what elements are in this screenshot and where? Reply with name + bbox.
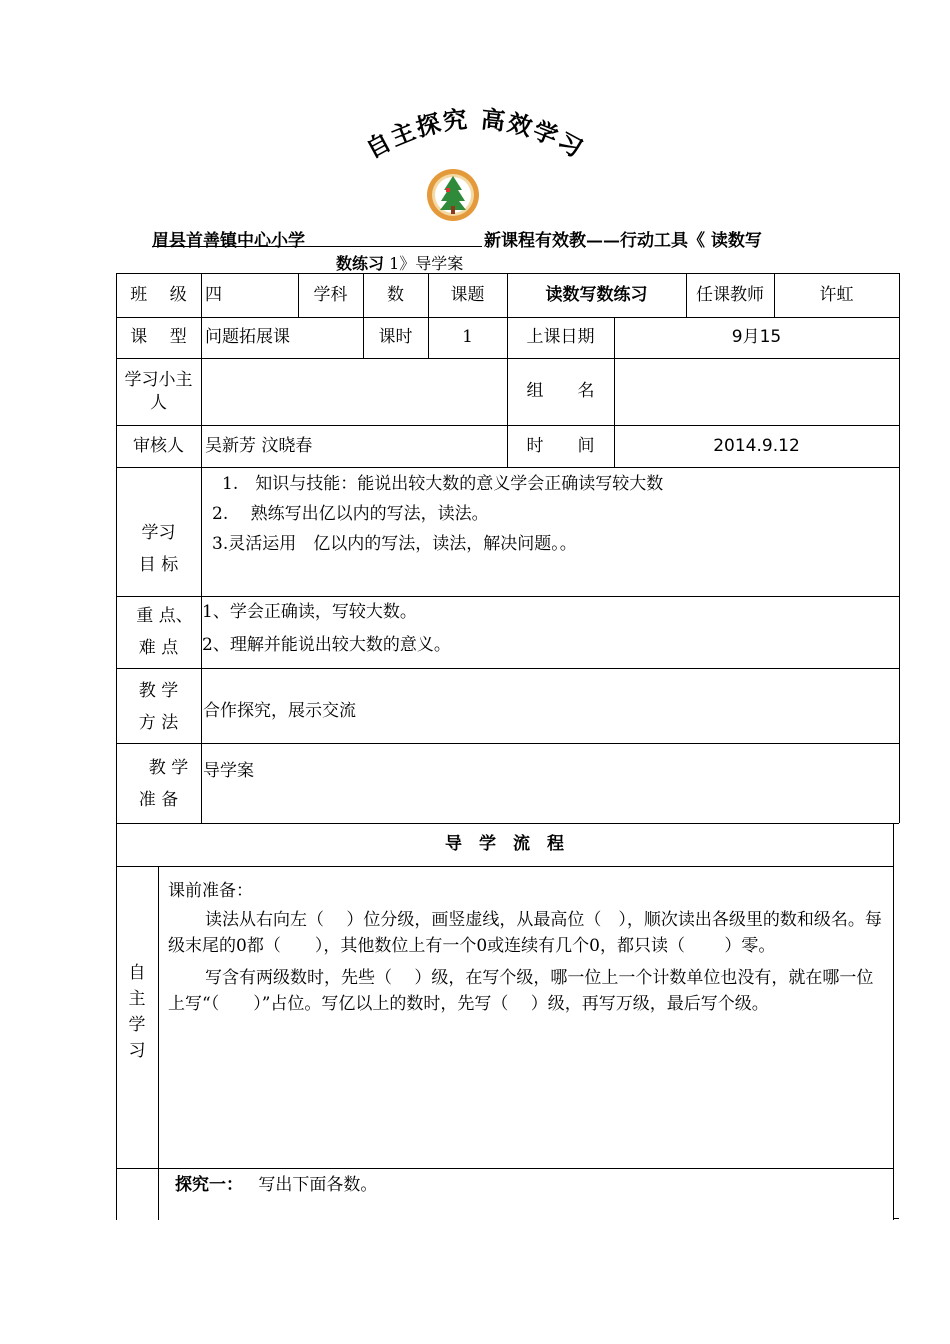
topic-label: 课题 <box>450 284 485 305</box>
keypoint-item-2: 2、理解并能说出较大数的意义。 <box>202 635 451 655</box>
self-study-char-2: 主 <box>128 989 146 1009</box>
date-label: 上课日期 <box>526 327 595 348</box>
self-study-char-4: 习 <box>128 1041 146 1061</box>
tree-seal-logo <box>426 168 480 222</box>
self-study-label <box>116 960 158 1064</box>
group-value[interactable] <box>614 358 899 425</box>
prep-label-line2: 准 备 <box>138 790 179 810</box>
prep-value: 导学案 <box>203 761 254 781</box>
banner-arc-text: 自主探究 高效学习 <box>361 105 589 164</box>
method-value: 合作探究，展示交流 <box>203 701 356 721</box>
keypoint-item-1: 1、学会正确读，写较大数。 <box>202 602 417 622</box>
keypoints-label <box>116 600 201 664</box>
course-title-bold: 数练习 <box>336 254 385 273</box>
course-title-rest: 1》导学案 <box>384 254 464 273</box>
hours-value: 1 <box>462 327 473 348</box>
course-title-line2 <box>336 251 463 274</box>
preclass-para-2: 写含有两级数时，先些（ ）级，在写个级，哪一位上一个计数单位也没有，就在哪一位上写“（ ）”占位。写亿以上的数时，先写（ ）级，再写万级，最后写个级。 <box>168 968 874 1014</box>
school-underline <box>152 246 482 247</box>
preclass-title: 课前准备： <box>168 881 253 901</box>
goal-item-2: 2. 熟练写出亿以内的写法，读法。 <box>212 504 489 524</box>
keypoints-label-line2: 难 点 <box>138 638 179 658</box>
svg-text:自主探究 高效学习 <box>361 105 589 164</box>
prep-label <box>116 752 201 816</box>
class-label: 班 级 <box>130 284 187 305</box>
method-label-line2: 方 法 <box>138 713 179 733</box>
group-label: 组 名 <box>526 381 595 402</box>
explore-text: 写出下面各数。 <box>258 1175 378 1195</box>
flow-title: 导 学 流 程 <box>445 834 564 855</box>
teacher-value: 许虹 <box>819 284 854 305</box>
subject-value: 数 <box>387 284 404 305</box>
goals-label-line1: 学习 <box>141 523 176 543</box>
school-name: 眉县首善镇中心小学 <box>152 231 305 251</box>
explore-one <box>175 1170 377 1195</box>
goal-item-3: 3.灵活运用 亿以内的写法，读法，解决问题。。 <box>212 534 577 554</box>
preclass-para-1: 读法从右向左（ ）位分级，画竖虚线，从最高位（ ），顺次读出各级里的数和级名。每级末尾的0都（ ），其他数位上有一个0或连续有几个0，都只读（ ）零。 <box>168 910 882 956</box>
reviewer-label: 审核人 <box>133 435 184 456</box>
self-study-char-1: 自 <box>128 963 146 983</box>
hours-label: 课时 <box>378 327 413 348</box>
self-study-char-3: 学 <box>128 1015 146 1035</box>
class-value: 四 <box>205 284 222 305</box>
time-label: 时 间 <box>526 435 595 456</box>
goals-label <box>116 517 201 581</box>
topic-value: 读数写数练习 <box>545 284 648 305</box>
time-value: 2014.9.12 <box>713 435 800 456</box>
leader-value[interactable] <box>201 358 507 425</box>
course-title-line1: 新课程有效教——行动工具《 读数写 <box>484 231 762 251</box>
explore-label: 探究一： <box>175 1175 243 1195</box>
type-label: 课 型 <box>130 327 187 348</box>
goal-item-1: 1. 知识与技能：能说出较大数的意义学会正确读写较大数 <box>222 474 664 494</box>
keypoints-label-line1: 重 点、 <box>136 606 193 626</box>
method-label <box>116 675 201 739</box>
prep-label-line1: 教 学 <box>148 758 189 778</box>
reviewer-value: 吴新芳 汶晓春 <box>205 435 313 456</box>
type-value: 问题拓展课 <box>205 327 290 348</box>
subject-label: 学科 <box>313 284 348 305</box>
leader-label: 学习小主人 <box>124 369 193 413</box>
method-label-line1: 教 学 <box>138 681 179 701</box>
goals-label-line2: 目 标 <box>138 555 179 575</box>
date-value: 9月15 <box>731 327 782 348</box>
teacher-label: 任课教师 <box>696 284 764 305</box>
